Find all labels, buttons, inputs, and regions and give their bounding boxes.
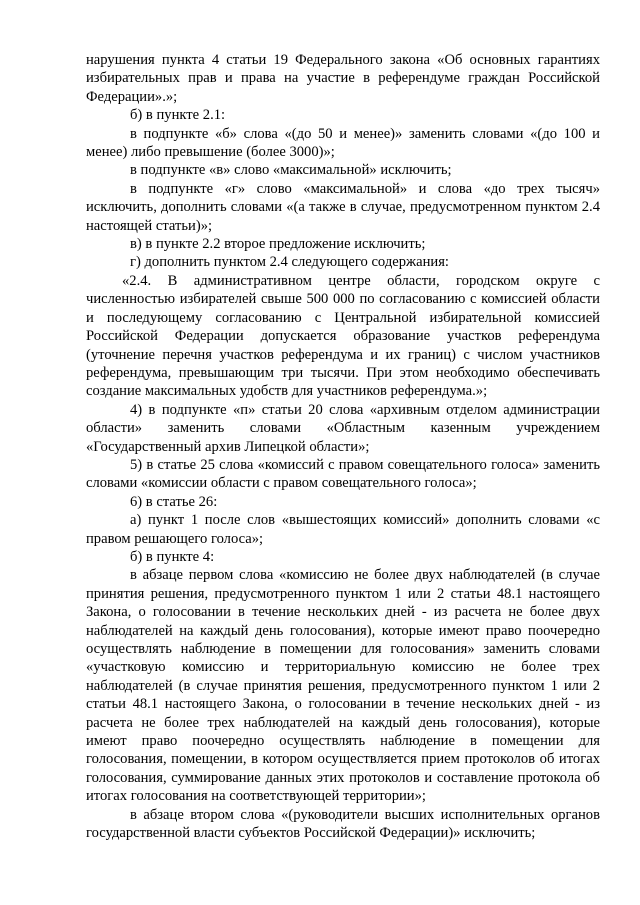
paragraph-subpoint-v: в подпункте «в» слово «максимальной» исключить; <box>130 162 452 179</box>
paragraph-b-point-4: б) в пункте 4: <box>130 548 215 565</box>
document-page <box>86 51 600 842</box>
paragraph-item-5: 5) в статье 25 слова «комиссий с правом совещательного голоса» заменить словами «комиссии области с правом совещательного голоса»; <box>86 456 600 492</box>
paragraph-subpoint-b: в подпункте «б» слова «(до 50 и менее)» заменить словами «(до 100 и менее) либо превышение (более 3000)»; <box>86 125 600 161</box>
paragraph-item-4: 4) в подпункте «п» статьи 20 слова «архивным отделом администрации области» заменить словами «Областным казенным учреждением «Государственный архив Липецкой области»; <box>86 401 600 455</box>
paragraph-v-2-2: в) в пункте 2.2 второе предложение исключить; <box>130 236 426 253</box>
paragraph-b-2-1: б) в пункте 2.1: <box>130 107 226 124</box>
paragraph-subpoint-g: в подпункте «г» слово «максимальной» и слова «до трех тысяч» исключить, дополнить словами «(а также в случае, предусмотренном пунктом 2.4 настоящей статьи)»; <box>86 180 600 234</box>
paragraph-g-2-4: г) дополнить пунктом 2.4 следующего содержания: <box>130 254 449 271</box>
paragraph-item-6: 6) в статье 26: <box>130 493 218 510</box>
paragraph-abzac-1: в абзаце первом слова «комиссию не более двух наблюдателей (в случае принятия решения, предусмотренного пунктом 1 или 2 статьи 48.1 настоящего Закона, о голосовании в течение нескольких дней - из расчета не более двух наблюдателей на каждый день голосования), которые имеют право поочередно осуществлять наблюдение в помещении для голосования» заменить словами «участковую комиссию и территориальную комиссию не более трех наблюдателей (в случае принятия решения, предусмотренного пунктом 1 или 2 статьи 48.1 настоящего Закона, о голосовании в течение нескольких дней - из расчета не более трех наблюдателей на каждый день голосования), которые имеют право поочередно осуществлять наблюдение в помещении для голосования, помещении, в котором осуществляется прием протоколов об итогах голосования, суммирование данных этих протоколов и составление протокола об итогах голосования на соответствующей территории»; <box>86 567 600 805</box>
paragraph-abzac-2: в абзаце втором слова «(руководители высших исполнительных органов государственной власти субъектов Российской Федерации)» исключить; <box>86 806 600 842</box>
paragraph-a-point-1: а) пункт 1 после слов «вышестоящих комиссий» дополнить словами «с правом решающего голоса»; <box>86 512 600 547</box>
paragraph-quote-2-4: «2.4. В административном центре области, городском округе с численностью избирателей свыше 500 000 по согласованию с комиссией области и последующему согласованию с Центральной избирательной комиссией Российской Федерации допускается образование участков референдума (уточнение перечня участков референдума и их границ) с числом участников референдума, превышающим три тысячи. При этом необходимо обеспечивать создание максимальных удобств для участников референдума.»; <box>86 272 600 400</box>
paragraph-continuation: нарушения пункта 4 статьи 19 Федерального закона «Об основных гарантиях избирательных прав и права на участие в референдуме граждан Российской Федерации».»; <box>86 52 600 105</box>
